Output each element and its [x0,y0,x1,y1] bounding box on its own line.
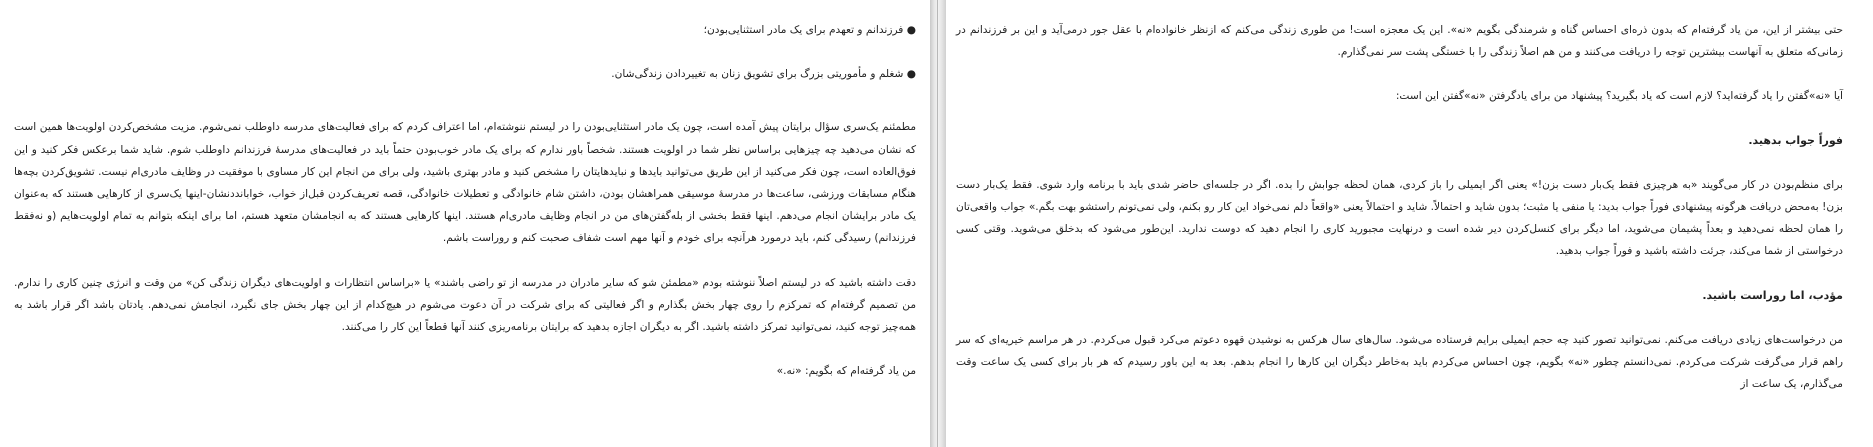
section-heading: مؤدب، اما روراست باشید. [1702,288,1843,302]
bullet-text: شغلم و مأموریتی بزرگ برای تشویق زنان به تغییردادن زندگی‌شان. [611,68,904,81]
bullet-icon: ● [906,24,916,36]
paragraph: برای منظم‌بودن در کار می‌گویند «به هرچیزی فقط یک‌بار دست بزن!» یعنی اگر ایمیلی را باز کردی، همان لحظه جوابش را بده. اگر در جلسه‌ای حاضر شدی باید با برنامه وارد شوی. فقط یک‌بار دست بزن! به‌محض دریافت هرگونه پیشنهادی فوراً جواب بدید: یا منفی یا مثبت؛ بدون شاید و احتمالاً. شاید و احتمالاً یعنی «واقعاً دلم نمی‌خواد این کار رو بکنم، ولی نمی‌تونم راستشو بهت بگم.» جواب واقعی‌تان را همان لحظه نمی‌دهید و بعداً پشیمان می‌شوید، اما دیگر برای کنسل‌کردن دیر شده است و درنهایت مجبورید کاری را انجام دهید که دوست ندارید. این‌طور می‌شود که بدخلق می‌شوید. وقتی کسی درخواستی از شما می‌کند، جرئت داشته باشید و فوراً جواب بدهید. [956,178,1843,258]
book-gutter [930,0,946,447]
paragraph: حتی بیشتر از این، من یاد گرفته‌ام که بدون ذره‌ای احساس گناه و شرمندگی بگویم «نه». این یک معجزه است! من طوری زندگی می‌کنم که ازنظر خانواده‌ام با عقل جور درمی‌آید و این بر فرزندانم در زمانی‌که متعلق به آنهاست بیشترین توجه را دریافت می‌کنند و من هم اصلاً زندگی را با خستگی پشت سر نمی‌گذارم. [956,24,1843,59]
bullet-item-career [14,63,916,85]
bullet-text: فرزندانم و تعهدم برای یک مادر استثنایی‌بودن؛ [703,24,904,36]
page-divider [937,0,938,447]
paragraph: آیا «نه»گفتن را یاد گرفته‌اید؟ لازم است که یاد بگیرید؟ پیشنهاد من برای یادگرفتن «نه»گفتن این است: [1395,90,1843,103]
left-page [0,0,930,447]
bullet-item-children [14,19,916,41]
paragraph: دقت داشته باشید که در لیستم اصلاً ننوشته بودم «مطمئن شو که سایر مادران در مدرسه از تو راضی باشند» یا «براساس انتظارات و اولویت‌های دیگران زندگی کن» من وقت و انرژی چنین کاری را ندارم. من تصمیم گرفته‌ام که تمرکزم را روی چهار بخش بگذارم و اگر فعالیتی که برای شرکت در آن دعوت می‌شوم در هیچ‌کدام از این چهار بخش جای نگیرد، انجامش نمی‌دهم. یادتان باشد اگر قرار باشد به همه‌چیز توجه کنید، نمی‌توانید تمرکز داشته باشید. اگر به دیگران اجازه بدهید که برایتان برنامه‌ریزی کنند آنها قطعاً این کار را می‌کنند. [14,276,916,334]
paragraph: مطمئنم یک‌سری سؤال برایتان پیش آمده است، چون یک مادر استثنایی‌بودن را در لیستم ننوشته‌ام، اما اعتراف کردم که برای فعالیت‌های مدرسه داوطلب نمی‌شوم. مزیت مشخص‌کردن اولویت‌ها همین است که نشان می‌دهید چه چیزهایی براساس نظر شما در اولویت هستند. شخصاً باور ندارم که برای یک مادر خوب‌بودن حتماً باید در فعالیت‌های مدرسهٔ فرزندانم داوطلب شوم. شاید شما برعکس فکر کنید و این فوق‌العاده است، چون فکر می‌کنید از این طریق می‌توانید بایدها و نبایدهایتان را مشخص کنید و مادر بهتری باشید، ولی برای من انجام این کار مساوی با موفقیت در وظایف مادری‌ام نیست. تشویق‌کردن بچه‌ها هنگام مسابقات ورزشی، ساعت‌ها در مدرسهٔ موسیقی همراهشان بودن، داشتن شام خانوادگی و تعطیلات خانوادگی، قصه تعریف‌کردن قبل‌از خواب، خوابانددنشان-اینها یک‌سری از کارهایی هستند که به‌عنوان یک مادر برایشان انجام می‌دهم. اینها فقط بخشی از بله‌گفتن‌های من در انجام وظایف مادری‌ام هستند. اینها کارهایی هستند که به انجامشان متعهد هستم، اما برای اینکه بتوانم به تمام اولویت‌هایم (و نه‌فقط فرزندانم) رسیدگی کنم، باید درمورد هرآنچه برای خودم و آنها مهم است شفاف صحبت کنم و روراست باشم. [14,121,916,245]
paragraph: من درخواست‌های زیادی دریافت می‌کنم. نمی‌توانید تصور کنید چه حجم ایمیلی برایم فرستاده می‌شود. سال‌های سال هرکس به نوشیدن قهوه دعوتم می‌کرد قبول می‌کردم. در هر مراسم خیریه‌ای که سر راهم قرار می‌گرفت شرکت می‌کردم. نمی‌دانستم چطور «نه» بگویم، چون احساس می‌کردم باید به‌خاطر دیگران این کارها را انجام بدهم. بعد به این باور رسیدم که هر بار برای کسی یک ساعت وقت می‌گذارم، یک ساعت از [956,333,1843,391]
section-heading: فوراً جواب بدهید. [1748,133,1843,147]
paragraph: من یاد گرفته‌ام که بگویم: «نه.» [776,365,916,378]
bullet-icon: ● [906,68,916,81]
right-page [946,0,1873,447]
